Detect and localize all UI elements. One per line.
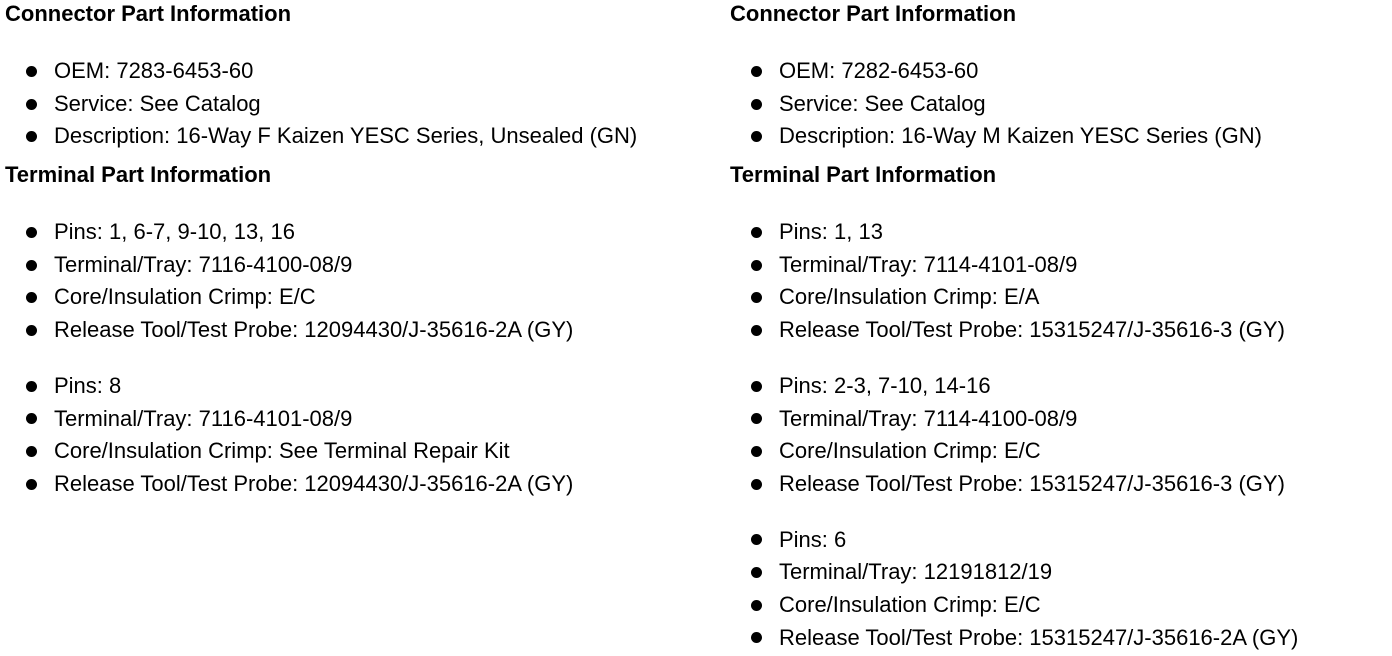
item-text: Release Tool/Test Probe: 15315247/J-35616-3 (GY): [779, 317, 1285, 343]
item-text: Core/Insulation Crimp: E/C: [779, 591, 1041, 617]
list-item: [5, 314, 685, 347]
connector-heading: Connector Part Information: [5, 1, 292, 26]
list-item: [5, 88, 685, 121]
item-text: Service: See Catalog: [779, 90, 986, 116]
list-item: [730, 216, 1392, 249]
bullet-icon: [26, 446, 37, 457]
bullet-icon: [26, 227, 37, 238]
list-item: [730, 120, 1392, 153]
list-item: [730, 622, 1392, 655]
bullet-icon: [26, 99, 37, 110]
item-text: Release Tool/Test Probe: 15315247/J-35616-3 (GY): [779, 470, 1285, 496]
bullet-icon: [26, 131, 37, 142]
item-text: Release Tool/Test Probe: 15315247/J-35616-2A (GY): [779, 624, 1299, 650]
list-item: [730, 435, 1392, 468]
bullet-icon: [751, 325, 762, 336]
list-item: [730, 55, 1392, 88]
bullet-icon: [26, 325, 37, 336]
connector-heading: Connector Part Information: [730, 1, 1017, 26]
list-item: [5, 403, 685, 436]
item-text: Terminal/Tray: 7116-4100-08/9: [54, 251, 353, 277]
connector-list: [5, 55, 685, 153]
list-item: [730, 403, 1392, 436]
bullet-icon: [751, 292, 762, 303]
item-text: Pins: 2-3, 7-10, 14-16: [779, 372, 991, 398]
bullet-icon: [751, 381, 762, 392]
list-item: [5, 468, 685, 501]
item-text: Terminal/Tray: 7114-4101-08/9: [779, 251, 1078, 277]
bullet-icon: [751, 99, 762, 110]
item-text: Terminal/Tray: 7116-4101-08/9: [54, 405, 353, 431]
list-item: [730, 281, 1392, 314]
list-item: [730, 556, 1392, 589]
bullet-icon: [751, 479, 762, 490]
list-item: [5, 370, 685, 403]
item-text: Description: 16-Way M Kaizen YESC Series (GN): [779, 123, 1262, 149]
bullet-icon: [26, 66, 37, 77]
list-item: [730, 88, 1392, 121]
item-text: Core/Insulation Crimp: E/C: [779, 438, 1041, 464]
item-text: Pins: 8: [54, 372, 122, 398]
item-text: Release Tool/Test Probe: 12094430/J-35616-2A (GY): [54, 470, 574, 496]
item-text: Description: 16-Way F Kaizen YESC Series, Unsealed (GN): [54, 123, 638, 149]
bullet-icon: [751, 567, 762, 578]
item-text: Core/Insulation Crimp: E/A: [779, 284, 1040, 310]
bullet-icon: [26, 413, 37, 424]
list-item: [730, 314, 1392, 347]
list-item: [5, 216, 685, 249]
list-item: [730, 249, 1392, 282]
connector-list: [730, 55, 1392, 153]
item-text: Release Tool/Test Probe: 12094430/J-35616-2A (GY): [54, 317, 574, 343]
terminal-group: [730, 216, 1392, 347]
bullet-icon: [26, 381, 37, 392]
item-text: Pins: 1, 6-7, 9-10, 13, 16: [54, 219, 295, 245]
bullet-icon: [26, 292, 37, 303]
left-column: [5, 0, 685, 501]
right-column: [730, 0, 1392, 654]
terminal-heading: Terminal Part Information: [5, 162, 272, 188]
terminal-group: [730, 370, 1392, 501]
list-item: [5, 281, 685, 314]
item-text: Core/Insulation Crimp: E/C: [54, 284, 316, 310]
item-text: OEM: 7283-6453-60: [54, 58, 254, 83]
terminal-heading: Terminal Part Information: [730, 162, 997, 188]
bullet-icon: [751, 632, 762, 643]
item-text: Core/Insulation Crimp: See Terminal Repair Kit: [54, 438, 510, 464]
terminal-group: [5, 216, 685, 347]
bullet-icon: [26, 260, 37, 271]
item-text: Service: See Catalog: [54, 90, 261, 116]
bullet-icon: [751, 260, 762, 271]
terminal-group: [5, 370, 685, 501]
item-text: Terminal/Tray: 12191812/19: [779, 559, 1053, 585]
list-item: [730, 468, 1392, 501]
terminal-group: [730, 524, 1392, 655]
bullet-icon: [751, 66, 762, 77]
bullet-icon: [751, 600, 762, 611]
list-item: [730, 370, 1392, 403]
item-text: OEM: 7282-6453-60: [779, 58, 979, 83]
bullet-icon: [751, 534, 762, 545]
list-item: [730, 524, 1392, 557]
item-text: Terminal/Tray: 7114-4100-08/9: [779, 405, 1078, 431]
list-item: [5, 249, 685, 282]
item-text: Pins: 6: [779, 526, 847, 552]
bullet-icon: [751, 131, 762, 142]
bullet-icon: [751, 413, 762, 424]
list-item: [5, 435, 685, 468]
list-item: [730, 589, 1392, 622]
bullet-icon: [751, 446, 762, 457]
list-item: [5, 55, 685, 88]
item-text: Pins: 1, 13: [779, 219, 883, 245]
bullet-icon: [26, 479, 37, 490]
list-item: [5, 120, 685, 153]
bullet-icon: [751, 227, 762, 238]
